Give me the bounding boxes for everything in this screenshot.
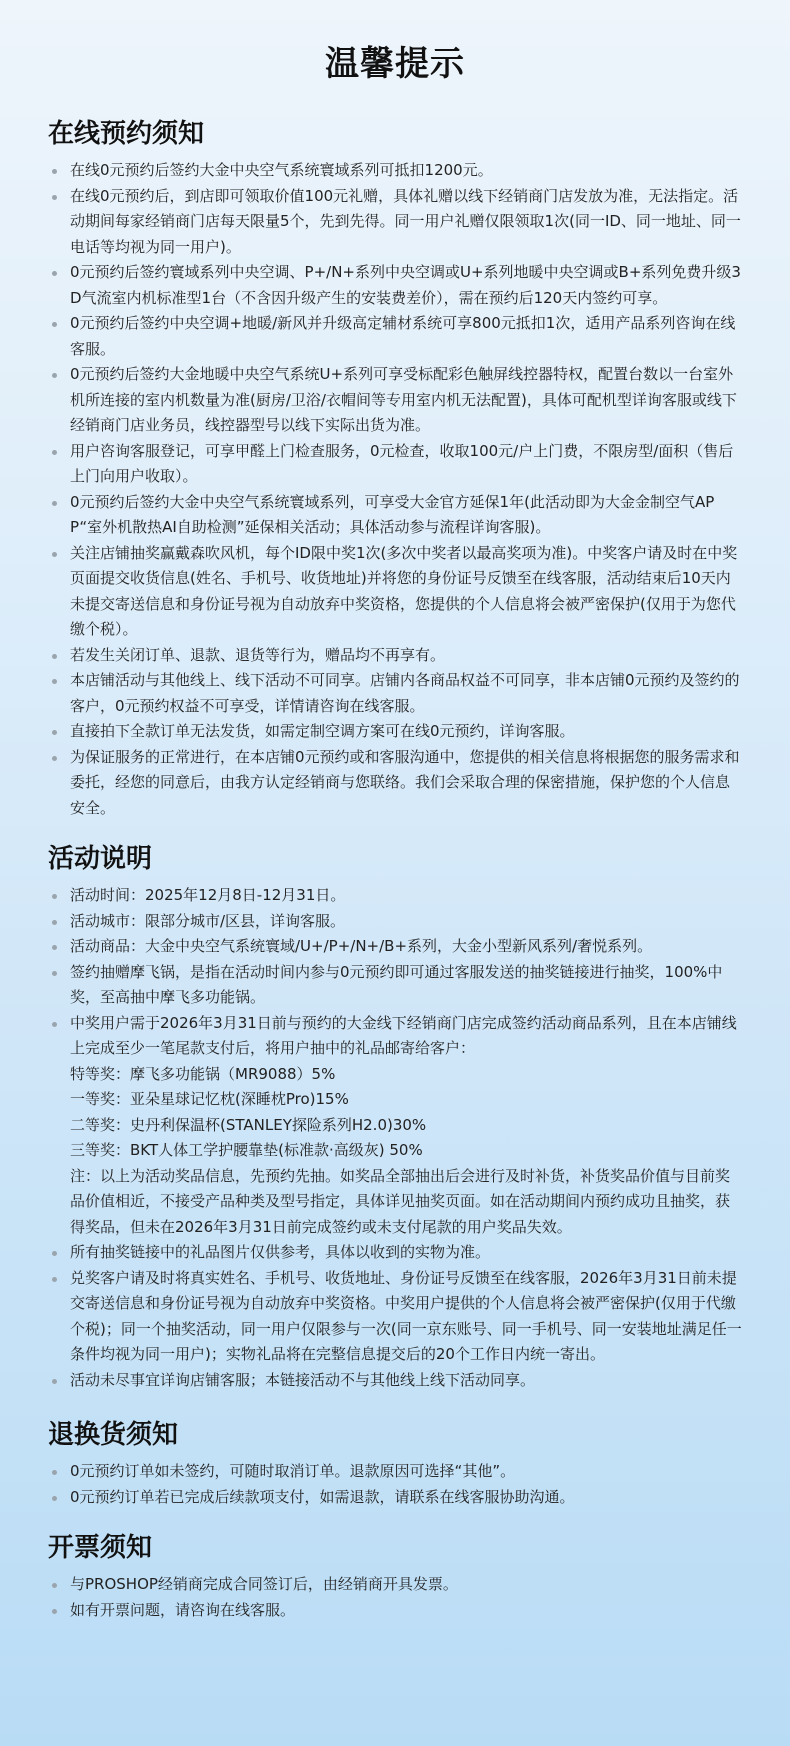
prize-note: 注：以上为活动奖品信息，先预约先抽。如奖品全部抽出后会进行及时补货，补货奖品价值与目前奖品价值相近，不接受产品种类及型号指定，具体详见抽奖页面。如在活动期间内预约成功且抽奖，获得奖品，但未在2026年3月31日前完成签约或未支付尾款的用户奖品失效。 <box>70 1166 731 1236</box>
list-item: 活动时间：2025年12月8日-12月31日。 <box>48 883 742 909</box>
prize-intro: 中奖用户需于2026年3月31日前与预约的大金线下经销商门店完成签约活动商品系列，且在本店铺线上完成至少一笔尾款支付后，将用户抽中的礼品邮寄给客户： <box>70 1013 737 1057</box>
list-item: 所有抽奖链接中的礼品图片仅供参考，具体以收到的实物为准。 <box>48 1240 742 1266</box>
returns-heading: 退换货须知 <box>48 1420 179 1450</box>
list-item: 签约抽赠摩飞锅，是指在活动时间内参与0元预约即可通过客服发送的抽奖链接进行抽奖，100%中奖，至高抽中摩飞多功能锅。 <box>48 960 742 1011</box>
list-item: 0元预约订单如未签约，可随时取消订单。退款原因可选择“其他”。 <box>48 1459 742 1485</box>
prize-second: 二等奖：史丹利保温杯(STANLEY探险系列H2.0)30% <box>70 1115 427 1134</box>
list-item: 为保证服务的正常进行，在本店铺0元预约或和客服沟通中，您提供的相关信息将根据您的服务需求和委托，经您的同意后，由我方认定经销商与您联络。我们会采取合理的保密措施，保护您的个人信息安全。 <box>48 745 742 822</box>
prize-first: 一等奖：亚朵星球记忆枕(深睡枕Pro)15% <box>70 1090 349 1108</box>
prize-third: 三等奖：BKT人体工学护腰靠垫(标准款·高级灰) 50% <box>70 1141 423 1159</box>
page-title: 温馨提示 <box>325 44 465 84</box>
returns-section <box>48 1417 742 1510</box>
list-item: 活动未尽事宜详询店铺客服；本链接活动不与其他线上线下活动同享。 <box>48 1368 742 1394</box>
list-item: 在线0元预约后，到店即可领取价值100元礼赠，具体礼赠以线下经销商门店发放为准，无法指定。活动期间每家经销商门店每天限量5个，先到先得。同一用户礼赠仅限领取1次(同一ID、同一地址、同一电话等均视为同一用户)。 <box>48 184 742 261</box>
invoice-section <box>48 1530 742 1623</box>
activity-section <box>48 841 742 1393</box>
activity-list <box>48 883 742 1393</box>
list-item: 与PROSHOP经销商完成合同签订后，由经销商开具发票。 <box>48 1572 742 1598</box>
prize-list-item <box>48 1011 742 1241</box>
list-item: 如有开票问题，请咨询在线客服。 <box>48 1598 742 1624</box>
booking-list <box>48 158 742 821</box>
list-item: 0元预约后签约中央空调+地暖/新风并升级高定辅材系统可享800元抵扣1次，适用产品系列咨询在线客服。 <box>48 311 742 362</box>
list-item: 直接拍下全款订单无法发货，如需定制空调方案可在线0元预约，详询客服。 <box>48 719 742 745</box>
list-item: 活动城市：限部分城市/区县，详询客服。 <box>48 909 742 935</box>
invoice-list <box>48 1572 742 1623</box>
activity-heading: 活动说明 <box>48 844 153 874</box>
list-item: 本店铺活动与其他线上、线下活动不可同享。店铺内各商品权益不可同享，非本店铺0元预约及签约的客户，0元预约权益不可享受，详情请咨询在线客服。 <box>48 668 742 719</box>
prize-special: 特等奖：摩飞多功能锅（MR9088）5% <box>70 1064 336 1083</box>
list-item: 0元预约后签约大金中央空气系统寰域系列，可享受大金官方延保1年(此活动即为大金金制空气APP“室外机散热AI自助检测”延保相关活动；具体活动参与流程详询客服)。 <box>48 490 742 541</box>
list-item: 关注店铺抽奖赢戴森吹风机，每个ID限中奖1次(多次中奖者以最高奖项为准)。中奖客户请及时在中奖页面提交收货信息(姓名、手机号、收货地址)并将您的身份证号反馈至在线客服，活动结束后10天内未提交寄送信息和身份证号视为自动放弃中奖资格，您提供的个人信息将会被严密保护(仅用于为您代缴个税）。 <box>48 541 742 643</box>
booking-section <box>48 116 742 821</box>
list-item: 若发生关闭订单、退款、退货等行为，赠品均不再享有。 <box>48 643 742 669</box>
list-item: 兑奖客户请及时将真实姓名、手机号、收货地址、身份证号反馈至在线客服，2026年3月31日前未提交寄送信息和身份证号视为自动放弃中奖资格。中奖用户提供的个人信息将会被严密保护(仅用于代缴个税)；同一个抽奖活动，同一用户仅限参与一次(同一京东账号、同一手机号、同一安装地址满足任一条件均视为同一用户)；实物礼品将在完整信息提交后的20个工作日内统一寄出。 <box>48 1266 742 1368</box>
invoice-heading: 开票须知 <box>48 1533 153 1563</box>
list-item: 0元预约后签约寰域系列中央空调、P+/N+系列中央空调或U+系列地暖中央空调或B+系列免费升级3D气流室内机标准型1台（不含因升级产生的安装费差价），需在预约后120天内签约可享。 <box>48 260 742 311</box>
list-item: 用户咨询客服登记，可享甲醛上门检查服务，0元检查，收取100元/户上门费，不限房型/面积（售后上门向用户收取）。 <box>48 439 742 490</box>
list-item: 0元预约订单若已完成后续款项支付，如需退款，请联系在线客服协助沟通。 <box>48 1485 742 1511</box>
list-item: 在线0元预约后签约大金中央空气系统寰域系列可抵扣1200元。 <box>48 158 742 184</box>
booking-heading: 在线预约须知 <box>48 119 205 149</box>
list-item: 0元预约后签约大金地暖中央空气系统U+系列可享受标配彩色触屏线控器特权，配置台数以一台室外机所连接的室内机数量为准(厨房/卫浴/衣帽间等专用室内机无法配置)，具体可配机型详询客服或线下经销商门店业务员，线控器型号以线下实际出货为准。 <box>48 362 742 439</box>
returns-list <box>48 1459 742 1510</box>
list-item: 活动商品：大金中央空气系统寰域/U+/P+/N+/B+系列，大金小型新风系列/奢悦系列。 <box>48 934 742 960</box>
